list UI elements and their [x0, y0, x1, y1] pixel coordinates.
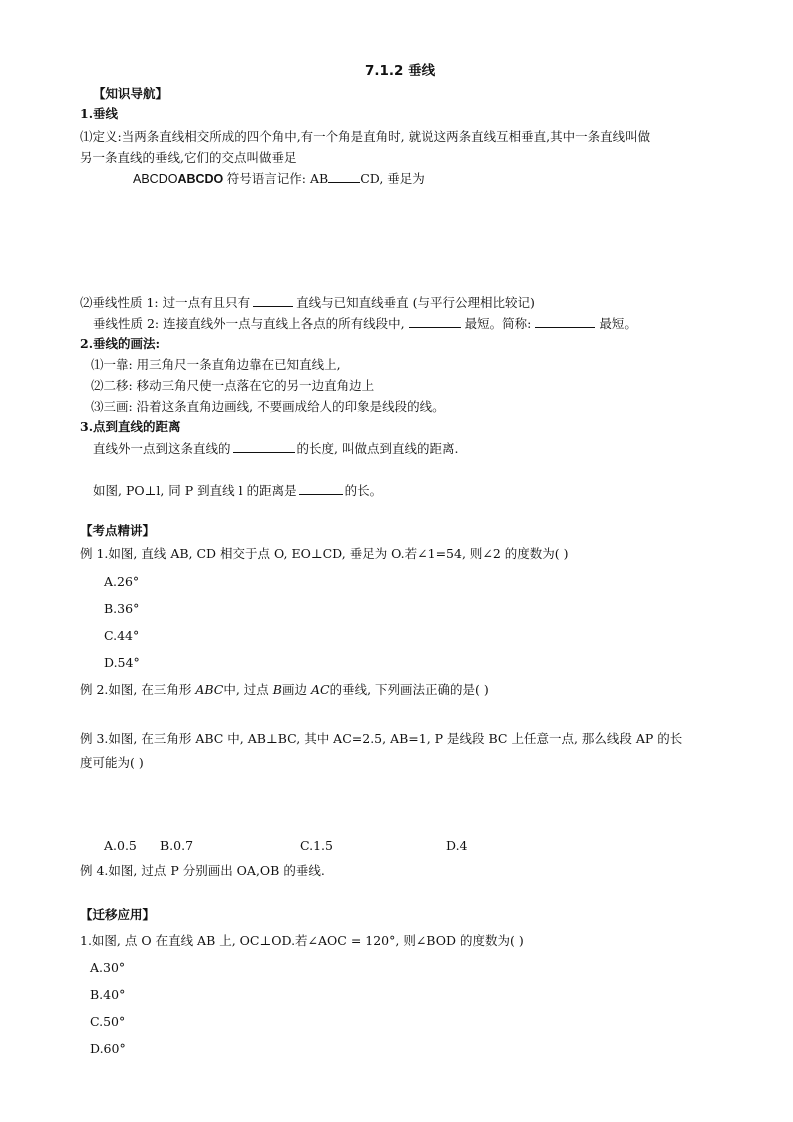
- drawing-step-2: ⑵二移: 移动三角尺使一点落在它的另一边直角边上: [91, 378, 375, 393]
- drawing-step-3: ⑶三画: 沿着这条直角边画线, 不要画成给人的印象是线段的线。: [91, 399, 445, 414]
- definition-line-1: ⑴定义:当两条直线相交所成的四个角中,有一个角是直角时, 就说这两条直线互相垂直,其中一条直线叫做: [80, 129, 651, 144]
- example-3-option-c: C.1.5: [300, 838, 333, 853]
- example-1-option-a: A.26°: [104, 574, 140, 589]
- example-3-question-line-1: 例 3.如图, 在三角形 ABC 中, AB⊥BC, 其中 AC=2.5, AB=1, P 是线段 BC 上任意一点, 那么线段 AP 的长: [80, 731, 683, 746]
- apply-question-1-option-c: C.50°: [90, 1014, 126, 1029]
- example-3-option-a: A.0.5: [104, 838, 137, 853]
- example-3-option-d: D.4: [446, 838, 468, 853]
- apply-question-1-option-d: D.60°: [90, 1041, 126, 1056]
- symbol-language-line: [133, 170, 425, 187]
- property-2-text-a: 垂线性质 2: 连接直线外一点与直线上各点的所有线段中,: [93, 316, 405, 331]
- example-1-option-c: C.44°: [104, 628, 140, 643]
- property-1-text-a: ⑵垂线性质 1: 过一点有且只有: [80, 295, 251, 310]
- section-header-exam-points: 【考点精讲】: [80, 523, 156, 538]
- apply-question-1-option-a: A.30°: [90, 960, 126, 975]
- apply-question-1-option-b: B.40°: [90, 987, 126, 1002]
- example-2-text-d: 的垂线, 下列画法正确的是( ): [329, 682, 489, 697]
- example-2-text-c: 画边: [281, 682, 307, 697]
- property-2-line: [93, 315, 637, 332]
- blank-property-1: [253, 294, 293, 307]
- apply-question-1: 1.如图, 点 O 在直线 AB 上, OC⊥OD.若∠AOC = 120°, 则∠BOD 的度数为( ): [80, 933, 524, 948]
- heading-drawing-method: 2.垂线的画法:: [80, 336, 161, 351]
- property-1-text-b: 直线与已知直线垂直 (与平行公理相比较记): [296, 295, 535, 310]
- example-4-question: 例 4.如图, 过点 P 分别画出 OA,OB 的垂线.: [80, 863, 325, 878]
- example-1-question: 例 1.如图, 直线 AB, CD 相交于点 O, EO⊥CD, 垂足为 O.若∠1=54, 则∠2 的度数为( ): [80, 546, 569, 561]
- property-1-line: [80, 294, 535, 311]
- example-2-point-b: B: [272, 682, 282, 697]
- heading-point-line-distance: 3.点到直线的距离: [80, 419, 181, 434]
- property-2-text-b: 最短。简称:: [464, 316, 532, 331]
- example-2-text-a: 例 2.如图, 在三角形: [80, 682, 192, 697]
- symbol-letters-a: ABCDO: [133, 172, 178, 186]
- example-2-triangle-name: ABC: [195, 682, 224, 697]
- example-2-side-ac: AC: [310, 682, 330, 697]
- distance-text-a: 直线外一点到这条直线的: [93, 441, 231, 456]
- distance-text-b: 的长度, 叫做点到直线的距离.: [296, 441, 459, 456]
- blank-distance: [233, 440, 295, 453]
- property-2-text-c: 最短。: [599, 316, 637, 331]
- heading-perpendicular: 1.垂线: [80, 106, 119, 121]
- example-1-option-b: B.36°: [104, 601, 140, 616]
- distance-definition-line: [93, 440, 458, 457]
- definition-line-2: 另一条直线的垂线,它们的交点叫做垂足: [80, 150, 297, 165]
- distance-example-text-b: 的长。: [344, 483, 383, 498]
- example-1-option-d: D.54°: [104, 655, 140, 670]
- drawing-step-1: ⑴一靠: 用三角尺一条直角边靠在已知直线上,: [91, 357, 341, 372]
- blank-distance-example: [299, 482, 343, 495]
- distance-example-text-a: 如图, PO⊥l, 同 P 到直线 l 的距离是: [93, 483, 297, 498]
- blank-perp-symbol: [328, 170, 360, 183]
- page-title: 7.1.2 垂线: [365, 63, 436, 79]
- blank-property-2a: [409, 315, 461, 328]
- example-2-question: [80, 682, 489, 698]
- symbol-letters-b: ABCDO: [177, 172, 224, 186]
- example-2-text-b: 中, 过点: [223, 682, 269, 697]
- example-3-option-b: B.0.7: [160, 838, 194, 853]
- example-3-question-line-2: 度可能为( ): [80, 755, 144, 770]
- blank-property-2b: [535, 315, 595, 328]
- symbol-text-2: CD, 垂足为: [360, 171, 425, 186]
- symbol-text: 符号语言记作: AB: [226, 171, 329, 186]
- section-header-knowledge: 【知识导航】: [93, 86, 169, 101]
- section-header-apply: 【迁移应用】: [80, 907, 156, 922]
- distance-example-line: [93, 482, 382, 499]
